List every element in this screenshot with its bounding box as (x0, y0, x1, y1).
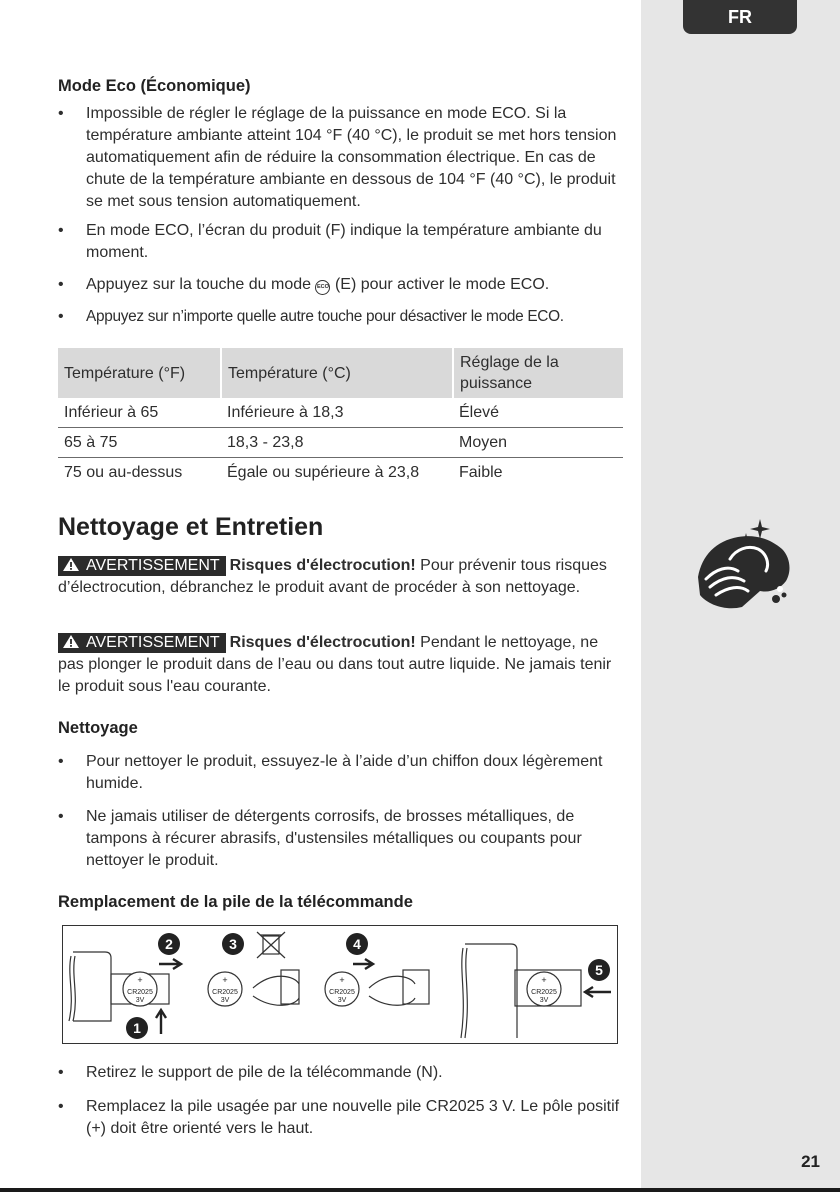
voltage-label: 3V (135, 997, 145, 1004)
table-header: Température (°F) (58, 348, 221, 398)
battery-diagram (63, 926, 617, 1043)
voltage-label: 3V (220, 997, 230, 1004)
warning-strong-text: Risques d'électrocution! (229, 634, 416, 651)
warning-triangle-icon (62, 557, 80, 572)
cleaning-subtitle: Nettoyage (58, 719, 138, 737)
list-item: • Impossible de régler le réglage de la puissance en mode ECO. Si la température ambiante atteint 104 °F (40 °C), le produit se met hors tension automatiquement afin de réduire la consommation électrique. En cas de chute de la température ambiante en dessous de 104 °F (40 °C), le produit se met sous tension automatiquement. (58, 103, 624, 213)
step-number: 4 (353, 936, 361, 952)
list-item: • Pour nettoyer le produit, essuyez-le à l’aide d’un chiffon doux légèrement humide. (58, 751, 624, 795)
holder-clip (369, 976, 415, 988)
remote-control-left (69, 952, 111, 1021)
bottom-rule (0, 1188, 840, 1192)
battery-label: CR2025 (127, 989, 153, 996)
step-number: 3 (229, 936, 237, 952)
plus-sign: + (339, 975, 345, 985)
arrow-up-icon (156, 1010, 166, 1034)
page-number: 21 (801, 1152, 820, 1171)
step-number: 1 (133, 1020, 141, 1036)
language-tab: FR (683, 0, 797, 34)
table-header: Réglage de la puissance (453, 348, 623, 398)
list-item: • En mode ECO, l’écran du produit (F) indique la température ambiante du moment. (58, 220, 624, 264)
warning-text: Pendant le nettoyage, ne pas plonger le produit dans de l’eau ou dans tout autre liquide. Ne jamais tenir le produit sous l'eau courante. (58, 634, 612, 695)
eco-bullet-text-after: (E) pour activer le mode ECO. (334, 276, 550, 293)
table-cell: Inférieure à 18,3 (221, 398, 453, 428)
arrow-left-icon (585, 987, 611, 997)
warning-triangle-icon (62, 634, 80, 649)
power-settings-table (58, 348, 623, 487)
arrow-right-icon (353, 959, 373, 969)
warning-text: Pour prévenir tous risques d’électrocution, débranchez le produit avant de procéder à son nettoyage. (58, 557, 607, 596)
table-cell: 75 ou au-dessus (64, 464, 183, 481)
arrow-right-icon (159, 959, 181, 969)
cleaning-section-title: Nettoyage et Entretien (58, 513, 324, 541)
warning-label (58, 633, 226, 653)
plus-sign: + (222, 975, 228, 985)
cleaning-bullet-list (58, 751, 624, 872)
table-row (58, 458, 623, 488)
cleaning-cloth-icon (686, 515, 798, 615)
step-number: 5 (595, 962, 603, 978)
battery-bullet-list (58, 1062, 624, 1140)
table-row (58, 428, 623, 458)
holder-clip (253, 976, 299, 988)
table-header: Température (°C) (221, 348, 453, 398)
table-cell: 65 à 75 (58, 428, 221, 458)
table-cell: Faible (459, 464, 503, 481)
warning-label-text: AVERTISSEMENT (86, 557, 220, 574)
eco-bullet-text-before: Appuyez sur la touche du mode (86, 276, 312, 293)
warning-label (58, 556, 226, 576)
list-item: • Ne jamais utiliser de détergents corrosifs, de brosses métalliques, de tampons à récurer abrasifs, d'ustensiles métalliques ou coupants pour nettoyer le produit. (58, 806, 624, 872)
plus-sign: + (541, 975, 547, 985)
list-item: • Remplacez la pile usagée par une nouvelle pile CR2025 3 V. Le pôle positif (+) doit être orienté vers le haut. (58, 1096, 624, 1140)
table-cell: Élevé (453, 398, 623, 428)
table-cell: Inférieur à 65 (58, 398, 221, 428)
crossed-bin-icon (257, 932, 285, 958)
table-cell: 18,3 - 23,8 (221, 428, 453, 458)
warning-strong-text: Risques d'électrocution! (229, 557, 416, 574)
list-item: • Appuyez sur n’importe quelle autre touche pour désactiver le mode ECO. (58, 306, 624, 328)
table-cell: Égale ou supérieure à 23,8 (227, 464, 420, 481)
warning-paragraph (58, 555, 624, 599)
step-number: 2 (165, 936, 173, 952)
eco-mode-icon: ECO (315, 280, 330, 295)
eco-section-title: Mode Eco (Économique) (58, 77, 251, 95)
table-cell: Moyen (453, 428, 623, 458)
battery-label: CR2025 (329, 989, 355, 996)
battery-replacement-figure (62, 925, 618, 1044)
voltage-label: 3V (539, 997, 549, 1004)
list-item (58, 274, 624, 296)
battery-holder (403, 970, 429, 1004)
plus-sign: + (137, 975, 143, 985)
list-item: • Retirez le support de pile de la télécommande (N). (58, 1062, 624, 1084)
battery-section-title: Remplacement de la pile de la télécommande (58, 893, 413, 911)
battery-label: CR2025 (212, 989, 238, 996)
voltage-label: 3V (337, 997, 347, 1004)
table-row (58, 398, 623, 428)
battery-label: CR2025 (531, 989, 557, 996)
eco-bullet-list (58, 103, 624, 328)
remote-control-right (461, 944, 517, 1038)
warning-label-text: AVERTISSEMENT (86, 634, 220, 651)
warning-paragraph (58, 632, 624, 698)
battery-holder (281, 970, 299, 1004)
